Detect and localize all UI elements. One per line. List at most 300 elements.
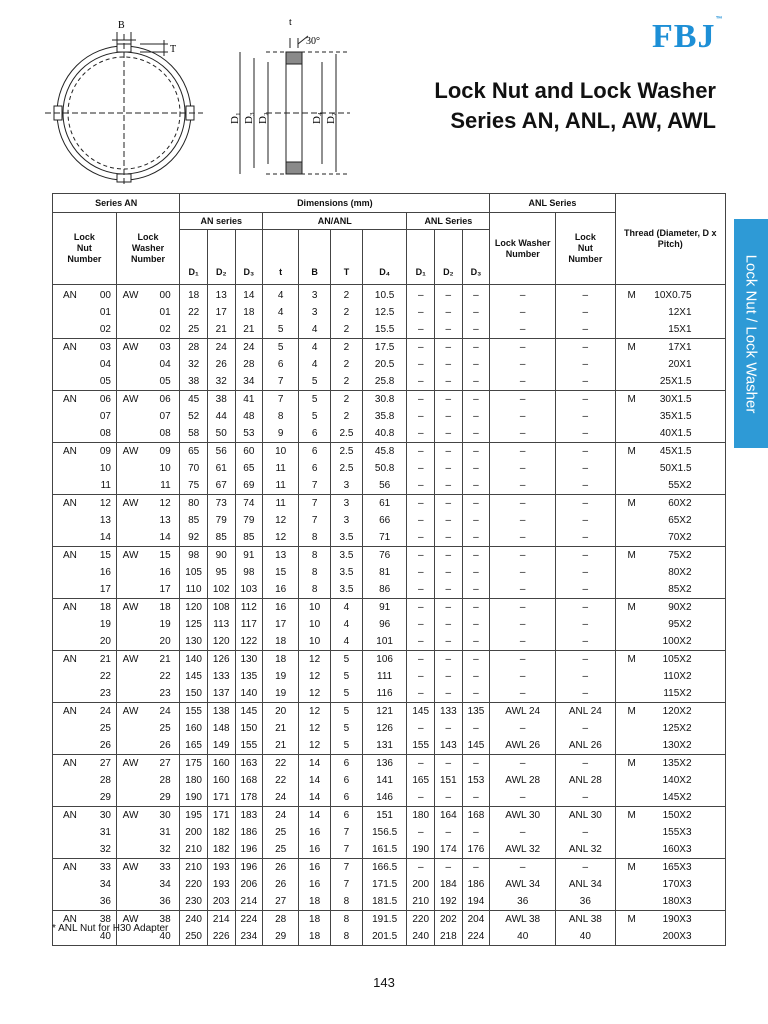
- dim-d2-cell: 79: [207, 512, 235, 529]
- dim-ld3-cell: –: [462, 391, 490, 409]
- lock-nut-number: 33: [99, 862, 111, 873]
- lock-washer-cell: [116, 651, 180, 669]
- dim-ld1-cell: –: [407, 824, 435, 841]
- lock-nut-number: 24: [99, 706, 111, 717]
- anl-lock-washer-cell: –: [490, 356, 556, 373]
- dim-b-cell: 5: [299, 408, 331, 425]
- dim-ld1-cell: –: [407, 391, 435, 409]
- table-row: [53, 876, 726, 893]
- dim-d1-cell: 75: [180, 477, 208, 495]
- lock-nut-prefix: AN: [63, 706, 77, 717]
- dim-ld1-cell: 180: [407, 807, 435, 825]
- dim-ld3-cell: 145: [462, 737, 490, 755]
- anl-lock-nut-cell: –: [556, 512, 615, 529]
- thread-value: 155X3: [662, 827, 692, 838]
- thread-value: 200X3: [662, 931, 692, 942]
- anl-lock-washer-cell: 36: [490, 893, 556, 911]
- header-dimensions: Dimensions (mm): [180, 194, 490, 213]
- dim-t-cell: 27: [263, 893, 299, 911]
- lock-washer-number: 13: [159, 515, 171, 526]
- lock-washer-number: 18: [159, 602, 171, 613]
- dim-ld2-cell: –: [435, 425, 463, 443]
- lock-nut-number: 25: [99, 723, 111, 734]
- table-body: [53, 285, 726, 946]
- anl-lock-nut-cell: –: [556, 859, 615, 877]
- dim-d4-cell: 171.5: [362, 876, 407, 893]
- dim-b-cell: 14: [299, 772, 331, 789]
- thread-cell: [615, 599, 725, 617]
- dim-d2-cell: 193: [207, 876, 235, 893]
- thread-cell: [615, 547, 725, 565]
- dim-ld2-cell: –: [435, 477, 463, 495]
- thread-value: 160X3: [662, 844, 692, 855]
- dim-d3-cell: 18: [235, 304, 263, 321]
- dim-d4-cell: 136: [362, 755, 407, 773]
- dim-ld3-cell: –: [462, 304, 490, 321]
- dim-ld1-cell: –: [407, 304, 435, 321]
- dim-d4-cell: 25.8: [362, 373, 407, 391]
- dim-t-cell: 3.5: [331, 547, 363, 565]
- dim-b-cell: 6: [299, 443, 331, 461]
- dim-t-cell: 5: [331, 668, 363, 685]
- dim-t-cell: 22: [263, 772, 299, 789]
- dim-ld2-cell: –: [435, 668, 463, 685]
- thread-prefix: M: [627, 550, 636, 561]
- dim-t-cell: 7: [263, 391, 299, 409]
- thread-value: 12X1: [668, 307, 692, 318]
- anl-lock-washer-cell: –: [490, 824, 556, 841]
- table-row: [53, 581, 726, 599]
- dim-d2-cell: 113: [207, 616, 235, 633]
- anl-lock-nut-cell: –: [556, 616, 615, 633]
- table-row: [53, 616, 726, 633]
- dim-t-cell: 21: [263, 720, 299, 737]
- dim-ld2-cell: –: [435, 304, 463, 321]
- dim-ld2-cell: –: [435, 443, 463, 461]
- thread-cell: [615, 911, 725, 929]
- dim-ld1-cell: 155: [407, 737, 435, 755]
- dim-d1-cell: 22: [180, 304, 208, 321]
- dim-ld2-cell: 202: [435, 911, 463, 929]
- anl-lock-washer-cell: –: [490, 616, 556, 633]
- thread-value: 65X2: [668, 515, 692, 526]
- thread-cell: [615, 321, 725, 339]
- dim-d1-cell: 250: [180, 928, 208, 946]
- lock-nut-number: 08: [99, 428, 111, 439]
- dim-t-cell: 11: [263, 477, 299, 495]
- dim-t-cell: 15: [263, 564, 299, 581]
- anl-lock-washer-cell: –: [490, 755, 556, 773]
- dim-ld3-cell: –: [462, 495, 490, 513]
- dim-t-cell: 2: [331, 391, 363, 409]
- dim-d2-cell: 138: [207, 703, 235, 721]
- dim-d1-cell: 140: [180, 651, 208, 669]
- dim-t-cell: 29: [263, 928, 299, 946]
- dim-t-cell: 13: [263, 547, 299, 565]
- dim-t-cell: 19: [263, 668, 299, 685]
- lock-nut-number: 38: [99, 914, 111, 925]
- lock-washer-number: 10: [159, 463, 171, 474]
- dim-d1-cell: 125: [180, 616, 208, 633]
- lock-nut-cell: [53, 668, 117, 685]
- lock-nut-cell: [53, 460, 117, 477]
- thread-value: 115X2: [663, 688, 692, 699]
- header-anl-lock-washer: Lock Washer Number: [490, 213, 556, 285]
- dim-d1-cell: 65: [180, 443, 208, 461]
- dim-t-cell: 12: [263, 512, 299, 529]
- dim-d2-cell: 38: [207, 391, 235, 409]
- dim-d4-cell: 76: [362, 547, 407, 565]
- col-d1: D₁: [180, 230, 208, 285]
- dim-ld3-cell: –: [462, 599, 490, 617]
- dim-t-cell: 3.5: [331, 564, 363, 581]
- dim-t-cell: 18: [263, 651, 299, 669]
- anl-lock-nut-cell: –: [556, 285, 615, 305]
- lock-washer-cell: [116, 824, 180, 841]
- thread-prefix: M: [627, 810, 636, 821]
- dim-d2-cell: 85: [207, 529, 235, 547]
- lock-nut-number: 29: [99, 792, 111, 803]
- dim-t-cell: 24: [263, 807, 299, 825]
- header-an-series: AN series: [180, 213, 263, 230]
- dim-ld3-cell: –: [462, 373, 490, 391]
- dim-d4-cell: 96: [362, 616, 407, 633]
- dim-d3-cell: 145: [235, 703, 263, 721]
- dim-ld2-cell: –: [435, 859, 463, 877]
- lock-washer-number: 40: [159, 931, 171, 942]
- dim-d2-cell: 108: [207, 599, 235, 617]
- lock-washer-number: 36: [159, 896, 171, 907]
- dim-ld2-cell: –: [435, 460, 463, 477]
- dim-ld3-cell: –: [462, 668, 490, 685]
- table-row: [53, 772, 726, 789]
- table-row: [53, 564, 726, 581]
- dim-d3-cell: 60: [235, 443, 263, 461]
- dim-d4-cell: 126: [362, 720, 407, 737]
- dim-t-cell: 2.5: [331, 460, 363, 477]
- anl-lock-nut-cell: –: [556, 477, 615, 495]
- table-row: [53, 685, 726, 703]
- anl-lock-nut-cell: 40: [556, 928, 615, 946]
- dim-d2-cell: 137: [207, 685, 235, 703]
- dim-ld2-cell: –: [435, 720, 463, 737]
- dim-d2-cell: 171: [207, 807, 235, 825]
- dim-b-cell: 14: [299, 755, 331, 773]
- dim-d3-cell: 150: [235, 720, 263, 737]
- dim-ld2-cell: 218: [435, 928, 463, 946]
- lock-nut-number: 09: [99, 446, 111, 457]
- dim-d3-cell: 196: [235, 841, 263, 859]
- dim-t-cell: 7: [331, 876, 363, 893]
- anl-lock-nut-cell: ANL 24: [556, 703, 615, 721]
- dim-b-cell: 8: [299, 581, 331, 599]
- lock-nut-prefix: AN: [63, 290, 77, 301]
- thread-value: 20X1: [668, 359, 692, 370]
- anl-lock-nut-cell: –: [556, 460, 615, 477]
- dim-ld2-cell: 151: [435, 772, 463, 789]
- dim-ld1-cell: –: [407, 616, 435, 633]
- lock-washer-number: 26: [159, 740, 171, 751]
- thread-prefix: M: [627, 342, 636, 353]
- label-d2: D₂: [257, 112, 269, 124]
- lock-washer-prefix: AW: [122, 810, 139, 821]
- lock-nut-cell: [53, 720, 117, 737]
- brand-logo: [652, 15, 724, 56]
- page-title-line1: Lock Nut and Lock Washer: [434, 78, 716, 103]
- lock-nut-cell: [53, 616, 117, 633]
- lock-washer-prefix: AW: [122, 758, 139, 769]
- thread-cell: [615, 443, 725, 461]
- thread-cell: [615, 720, 725, 737]
- dim-d1-cell: 230: [180, 893, 208, 911]
- dim-d4-cell: 15.5: [362, 321, 407, 339]
- dim-ld1-cell: 200: [407, 876, 435, 893]
- dim-t-cell: 4: [263, 304, 299, 321]
- brand-name: FBJ: [652, 18, 716, 55]
- dim-b-cell: 10: [299, 599, 331, 617]
- dim-t-cell: 2: [331, 304, 363, 321]
- lock-washer-number: 09: [159, 446, 171, 457]
- table-row: [53, 373, 726, 391]
- thread-cell: [615, 616, 725, 633]
- dim-d4-cell: 151: [362, 807, 407, 825]
- dim-t-cell: 5: [331, 737, 363, 755]
- anl-lock-washer-cell: AWL 28: [490, 772, 556, 789]
- dim-ld3-cell: –: [462, 633, 490, 651]
- anl-lock-washer-cell: AWL 32: [490, 841, 556, 859]
- col-d2: D₂: [207, 230, 235, 285]
- lock-nut-number: 04: [99, 359, 111, 370]
- anl-lock-washer-cell: –: [490, 339, 556, 357]
- dim-t-cell: 24: [263, 789, 299, 807]
- dim-ld3-cell: –: [462, 685, 490, 703]
- dim-t-cell: 28: [263, 911, 299, 929]
- dim-ld1-cell: –: [407, 529, 435, 547]
- side-tab-label: Lock Nut / Lock Washer: [742, 254, 760, 413]
- dim-t-cell: 5: [331, 685, 363, 703]
- dim-ld3-cell: 153: [462, 772, 490, 789]
- dim-t-cell: 26: [263, 876, 299, 893]
- thread-cell: [615, 893, 725, 911]
- dim-d3-cell: 103: [235, 581, 263, 599]
- dim-d1-cell: 105: [180, 564, 208, 581]
- dim-d3-cell: 117: [235, 616, 263, 633]
- dim-t-cell: 25: [263, 824, 299, 841]
- lock-washer-cell: [116, 285, 180, 305]
- lock-washer-number: 25: [159, 723, 171, 734]
- lock-nut-cell: [53, 356, 117, 373]
- dim-t-cell: 2: [331, 339, 363, 357]
- dim-b-cell: 6: [299, 460, 331, 477]
- anl-lock-washer-cell: –: [490, 859, 556, 877]
- dim-ld1-cell: –: [407, 599, 435, 617]
- lock-nut-prefix: AN: [63, 342, 77, 353]
- lock-washer-prefix: AW: [122, 498, 139, 509]
- table-row: [53, 633, 726, 651]
- dim-d3-cell: 41: [235, 391, 263, 409]
- dim-d3-cell: 69: [235, 477, 263, 495]
- dim-ld3-cell: –: [462, 339, 490, 357]
- lock-washer-number: 03: [159, 342, 171, 353]
- thread-cell: [615, 425, 725, 443]
- lock-washer-cell: [116, 859, 180, 877]
- thread-cell: [615, 529, 725, 547]
- thread-value: 100X2: [662, 636, 692, 647]
- dim-b-cell: 16: [299, 841, 331, 859]
- lock-washer-cell: [116, 737, 180, 755]
- thread-value: 150X2: [662, 810, 692, 821]
- dim-ld1-cell: 220: [407, 911, 435, 929]
- lock-nut-number: 16: [99, 567, 111, 578]
- lock-washer-prefix: AW: [122, 706, 139, 717]
- dim-ld2-cell: 133: [435, 703, 463, 721]
- anl-lock-washer-cell: AWL 26: [490, 737, 556, 755]
- dim-ld2-cell: –: [435, 633, 463, 651]
- dim-t-cell: 2: [331, 356, 363, 373]
- lock-washer-cell: [116, 668, 180, 685]
- anl-lock-nut-cell: –: [556, 651, 615, 669]
- col-d4: D₄: [362, 230, 407, 285]
- anl-lock-washer-cell: –: [490, 599, 556, 617]
- dim-ld1-cell: –: [407, 720, 435, 737]
- lock-nut-cell: [53, 495, 117, 513]
- anl-lock-washer-cell: AWL 34: [490, 876, 556, 893]
- lock-nut-cell: [53, 841, 117, 859]
- thread-prefix: M: [627, 394, 636, 405]
- lock-washer-number: 38: [159, 914, 171, 925]
- dim-ld1-cell: 145: [407, 703, 435, 721]
- lock-nut-cell: [53, 876, 117, 893]
- col-anl-d3: D₃: [462, 230, 490, 285]
- lock-nut-prefix: AN: [63, 654, 77, 665]
- dim-d4-cell: 81: [362, 564, 407, 581]
- dim-ld1-cell: –: [407, 547, 435, 565]
- anl-lock-washer-cell: –: [490, 304, 556, 321]
- lock-washer-prefix: AW: [122, 342, 139, 353]
- thread-value: 120X2: [662, 706, 692, 717]
- lock-nut-prefix: AN: [63, 758, 77, 769]
- dim-ld2-cell: –: [435, 512, 463, 529]
- dim-d4-cell: 156.5: [362, 824, 407, 841]
- dim-d2-cell: 90: [207, 547, 235, 565]
- dim-ld1-cell: –: [407, 755, 435, 773]
- dim-t-cell: 5: [263, 321, 299, 339]
- trademark: ™: [715, 15, 724, 23]
- thread-cell: [615, 460, 725, 477]
- lock-nut-number: 06: [99, 394, 111, 405]
- table-row: [53, 841, 726, 859]
- anl-lock-nut-cell: –: [556, 356, 615, 373]
- table-row: [53, 893, 726, 911]
- dim-ld3-cell: –: [462, 651, 490, 669]
- dim-ld3-cell: –: [462, 789, 490, 807]
- dim-t-cell: 10: [263, 443, 299, 461]
- dim-d2-cell: 13: [207, 285, 235, 305]
- table-row: [53, 356, 726, 373]
- dim-t-cell: 7: [331, 841, 363, 859]
- thread-cell: [615, 876, 725, 893]
- dim-d1-cell: 220: [180, 876, 208, 893]
- dim-d1-cell: 120: [180, 599, 208, 617]
- dim-d4-cell: 146: [362, 789, 407, 807]
- label-big-t: T: [170, 44, 177, 55]
- dim-d4-cell: 121: [362, 703, 407, 721]
- anl-lock-washer-cell: –: [490, 633, 556, 651]
- lock-nut-number: 13: [99, 515, 111, 526]
- anl-lock-washer-cell: 40: [490, 928, 556, 946]
- dim-ld2-cell: –: [435, 285, 463, 305]
- lock-nut-prefix: AN: [63, 810, 77, 821]
- dim-d2-cell: 120: [207, 633, 235, 651]
- dim-ld1-cell: –: [407, 460, 435, 477]
- thread-value: 25X1.5: [659, 376, 692, 387]
- dim-t-cell: 2: [331, 321, 363, 339]
- dim-ld3-cell: –: [462, 356, 490, 373]
- thread-value: 145X2: [662, 792, 692, 803]
- lock-washer-number: 20: [159, 636, 171, 647]
- thread-cell: [615, 512, 725, 529]
- dim-d3-cell: 140: [235, 685, 263, 703]
- dim-d2-cell: 214: [207, 911, 235, 929]
- dim-d4-cell: 56: [362, 477, 407, 495]
- dim-d2-cell: 193: [207, 859, 235, 877]
- thread-value: 45X1.5: [659, 446, 692, 457]
- lock-nut-cell: [53, 408, 117, 425]
- dim-d1-cell: 45: [180, 391, 208, 409]
- dim-b-cell: 12: [299, 720, 331, 737]
- dim-b-cell: 4: [299, 356, 331, 373]
- dim-ld1-cell: –: [407, 668, 435, 685]
- thread-cell: [615, 304, 725, 321]
- thread-value: 17X1: [668, 342, 692, 353]
- dim-d4-cell: 106: [362, 651, 407, 669]
- lock-nut-number: 34: [99, 879, 111, 890]
- thread-cell: [615, 356, 725, 373]
- dim-ld1-cell: 210: [407, 893, 435, 911]
- lock-washer-cell: [116, 391, 180, 409]
- lock-nut-number: 01: [99, 307, 111, 318]
- dim-d3-cell: 91: [235, 547, 263, 565]
- lock-washer-number: 27: [159, 758, 171, 769]
- dim-ld3-cell: –: [462, 547, 490, 565]
- dim-d1-cell: 195: [180, 807, 208, 825]
- dim-t-cell: 3: [331, 512, 363, 529]
- header-lock-nut-number: Lock Nut Number: [53, 213, 117, 285]
- lock-nut-number: 40: [99, 931, 111, 942]
- lock-nut-prefix: AN: [63, 446, 77, 457]
- thread-prefix: M: [627, 654, 636, 665]
- lock-washer-number: 02: [159, 324, 171, 335]
- lock-washer-cell: [116, 599, 180, 617]
- dim-d3-cell: 79: [235, 512, 263, 529]
- lock-nut-number: 19: [99, 619, 111, 630]
- lock-nut-cell: [53, 339, 117, 357]
- lock-washer-cell: [116, 477, 180, 495]
- table-row: [53, 859, 726, 877]
- dim-d1-cell: 180: [180, 772, 208, 789]
- dim-ld3-cell: –: [462, 321, 490, 339]
- thread-cell: [615, 685, 725, 703]
- dim-ld3-cell: –: [462, 755, 490, 773]
- page-number: 143: [373, 975, 395, 990]
- dim-t-cell: 12: [263, 529, 299, 547]
- lock-nut-prefix: AN: [63, 498, 77, 509]
- lock-nut-number: 03: [99, 342, 111, 353]
- lock-washer-number: 14: [159, 532, 171, 543]
- dim-ld1-cell: 165: [407, 772, 435, 789]
- anl-lock-nut-cell: –: [556, 339, 615, 357]
- dim-b-cell: 5: [299, 391, 331, 409]
